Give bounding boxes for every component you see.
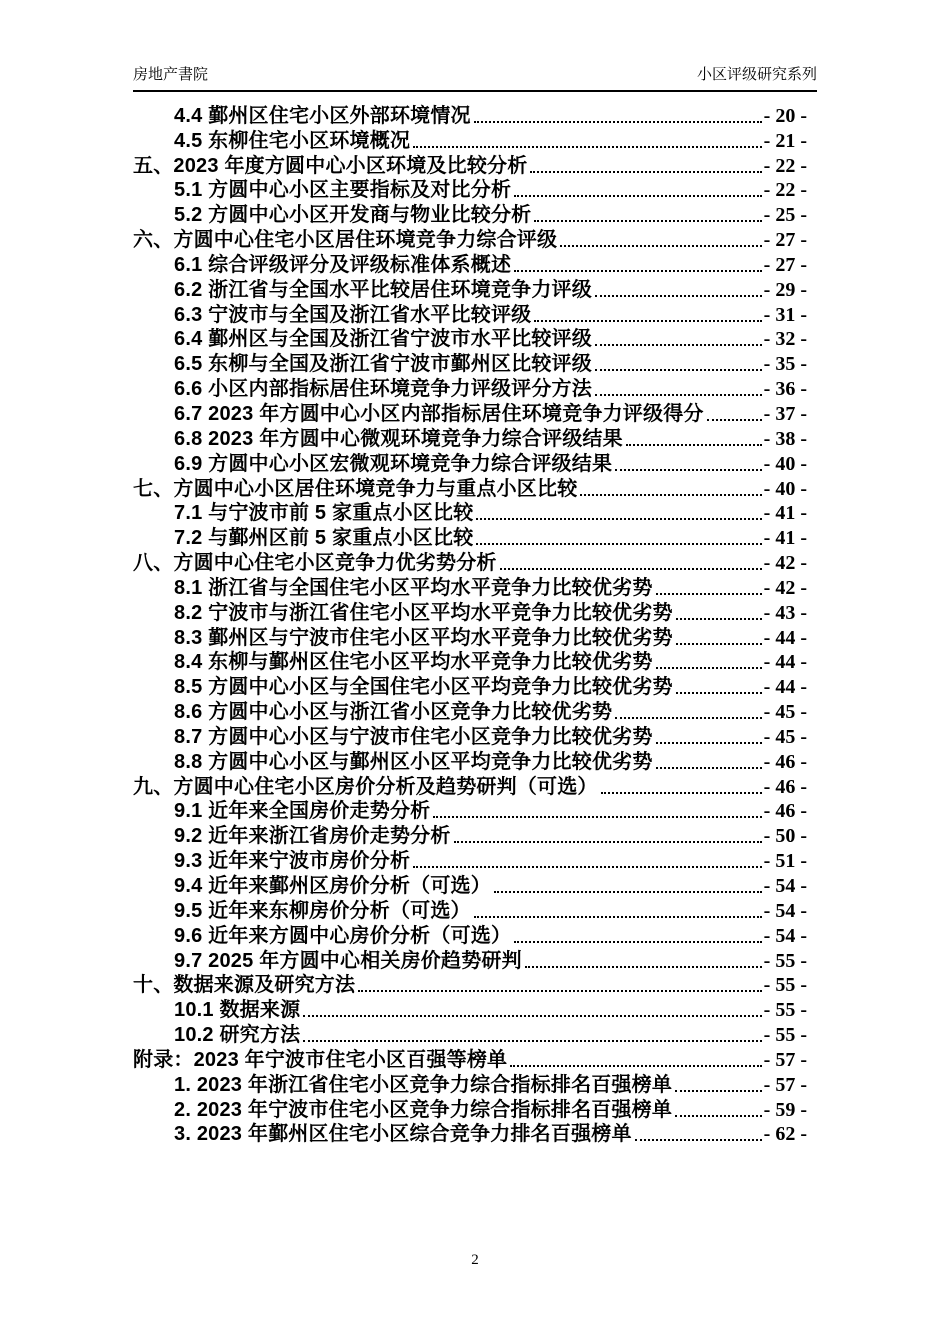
toc-dot-leader [494,891,762,893]
header-right-text: 小区评级研究系列 [696,66,817,83]
toc-entry-label: 8.2 宁波市与浙江省住宅小区平均水平竞争力比较优劣势 [174,601,673,624]
toc-entry-label: 8.3 鄞州区与宁波市住宅小区平均水平竞争力比较优劣势 [174,626,673,649]
toc-entry-label: 8.4 东柳与鄞州区住宅小区平均水平竞争力比较优劣势 [174,651,653,674]
toc-entry-page: - 37 - [763,402,807,425]
toc-entry-page: - 31 - [763,303,807,326]
toc-entry-page: - 38 - [763,427,807,450]
toc-entry-page: - 21 - [763,129,807,152]
toc-dot-leader [476,518,761,520]
toc-entry-label: 9.7 2025 年方圆中心相关房价趋势研判 [174,949,522,972]
toc-entry-label: 6.6 小区内部指标居住环境竞争力评级评分方法 [174,378,592,401]
toc-entry-page: - 44 - [763,651,807,674]
toc-dot-leader [615,717,762,719]
toc-entry-label: 7.1 与宁波市前 5 家重点小区比较 [174,502,474,525]
toc-entry-label: 6.9 方圆中心小区宏微观环境竞争力综合评级结果 [174,452,613,475]
toc-entry-page: - 46 - [763,800,807,823]
toc-entry-page: - 50 - [763,825,807,848]
toc-entry-page: - 22 - [763,154,807,177]
toc-entry-label: 6.5 东柳与全国及浙江省宁波市鄞州区比较评级 [174,353,592,376]
toc-entry-page: - 46 - [763,750,807,773]
toc-dot-leader [707,419,762,421]
toc-entry-page: - 57 - [763,1073,807,1096]
toc-dot-leader [514,941,762,943]
toc-entry-page: - 27 - [763,229,807,252]
toc-dot-leader [626,444,762,446]
toc-entry-page: - 54 - [763,899,807,922]
toc-dot-leader [514,195,762,197]
toc-entry-page: - 20 - [763,104,807,127]
toc-entry-label: 4.4 鄞州区住宅小区外部环境情况 [174,104,471,127]
toc-dot-leader [433,816,761,818]
toc-entry-page: - 25 - [763,204,807,227]
toc-entry-page: - 36 - [763,378,807,401]
toc-entry-label: 4.5 东柳住宅小区环境概况 [174,129,411,152]
toc-dot-leader [656,742,762,744]
toc-entry-page: - 55 - [763,999,807,1022]
toc-entry-page: - 46 - [763,775,807,798]
toc-dot-leader [474,916,762,918]
toc-entry-page: - 44 - [763,626,807,649]
toc-entry-page: - 32 - [763,328,807,351]
toc-dot-leader [595,369,762,371]
toc-entry-page: - 55 - [763,949,807,972]
toc-dot-leader [635,1139,762,1141]
toc-dot-leader [656,767,762,769]
toc-dot-leader [413,146,762,148]
toc-dot-leader [476,543,761,545]
toc-entry-label: 6.1 综合评级评分及评级标准体系概述 [174,253,512,276]
toc-entry-label: 6.3 宁波市与全国及浙江省水平比较评级 [174,303,532,326]
toc-entry-page: - 43 - [763,601,807,624]
toc-dot-leader [676,643,762,645]
toc-dot-leader [530,171,761,173]
toc-entry-page: - 29 - [763,278,807,301]
toc-entry[interactable] [133,1122,807,1147]
toc-entry-label: 8.8 方圆中心小区与鄞州区小区平均竞争力比较优劣势 [174,750,653,773]
toc-dot-leader [510,1065,761,1067]
toc-entry-page: - 59 - [763,1098,807,1121]
toc-entry-page: - 57 - [763,1048,807,1071]
toc-entry-page: - 55 - [763,1024,807,1047]
toc-entry-label: 6.8 2023 年方圆中心微观环境竞争力综合评级结果 [174,427,623,450]
toc-entry-label: 8.5 方圆中心小区与全国住宅小区平均竞争力比较优劣势 [174,676,673,699]
toc-entry-page: - 41 - [763,527,807,550]
toc-entry-label: 6.2 浙江省与全国水平比较居住环境竞争力评级 [174,278,592,301]
toc-entry-label: 9.5 近年来东柳房价分析（可选） [174,899,471,922]
toc-entry-label: 9.2 近年来浙江省房价走势分析 [174,825,451,848]
toc-entry-page: - 41 - [763,502,807,525]
page-footer [0,1252,950,1269]
toc-entry-label: 七、方圆中心小区居住环境竞争力与重点小区比较 [133,477,578,500]
toc-dot-leader [595,344,762,346]
toc-dot-leader [656,593,762,595]
toc-dot-leader [534,220,761,222]
toc-entry-label: 10.1 数据来源 [174,999,301,1022]
toc-entry-label: 2. 2023 年宁波市住宅小区竞争力综合指标排名百强榜单 [174,1098,673,1121]
toc-entry-label: 9.1 近年来全国房价走势分析 [174,800,431,823]
toc-dot-leader [675,1115,762,1117]
toc-entry-label: 9.6 近年来方圆中心房价分析（可选） [174,924,512,947]
toc-entry-page: - 51 - [763,850,807,873]
toc-entry-page: - 54 - [763,875,807,897]
toc-dot-leader [303,1040,761,1042]
toc-entry-page: - 42 - [763,552,807,575]
toc-entry-label: 9.3 近年来宁波市房价分析 [174,850,411,873]
table-of-contents [133,103,807,1146]
toc-dot-leader [676,618,762,620]
page-header [133,63,817,92]
toc-entry-label: 五、2023 年度方圆中心小区环境及比较分析 [133,154,528,177]
toc-entry-label: 九、方圆中心住宅小区房价分析及趋势研判（可选） [133,775,598,798]
toc-entry-page: - 42 - [763,576,807,599]
toc-dot-leader [303,1015,761,1017]
toc-dot-leader [676,692,762,694]
toc-entry-label: 十、数据来源及研究方法 [133,974,356,997]
toc-entry-page: - 35 - [763,353,807,376]
toc-dot-leader [514,270,762,272]
toc-entry-page: - 40 - [763,477,807,500]
toc-dot-leader [413,866,762,868]
toc-entry-label: 8.1 浙江省与全国住宅小区平均水平竞争力比较优劣势 [174,576,653,599]
toc-entry-label: 8.7 方圆中心小区与宁波市住宅小区竞争力比较优劣势 [174,725,653,748]
toc-entry-page: - 27 - [763,253,807,276]
toc-entry-label: 附录：2023 年宁波市住宅小区百强等榜单 [133,1048,508,1071]
toc-entry-label: 9.4 近年来鄞州区房价分析（可选） [174,875,491,897]
toc-entry-label: 8.6 方圆中心小区与浙江省小区竞争力比较优劣势 [174,701,613,724]
toc-dot-leader [595,295,762,297]
toc-dot-leader [525,966,762,968]
toc-dot-leader [474,121,762,123]
toc-entry-page: - 45 - [763,725,807,748]
toc-entry-label: 六、方圆中心住宅小区居住环境竞争力综合评级 [133,229,558,252]
toc-entry-label: 10.2 研究方法 [174,1024,301,1047]
toc-dot-leader [675,1090,762,1092]
page-number: 2 [471,1252,479,1268]
toc-entry-label: 1. 2023 年浙江省住宅小区竞争力综合指标排名百强榜单 [174,1073,673,1096]
toc-entry-label: 3. 2023 年鄞州区住宅小区综合竞争力排名百强榜单 [174,1123,632,1146]
toc-entry-page: - 62 - [763,1123,807,1146]
toc-dot-leader [601,792,762,794]
toc-dot-leader [500,568,762,570]
header-left-text: 房地产書院 [133,66,209,83]
toc-entry-page: - 54 - [763,924,807,947]
toc-entry-page: - 45 - [763,701,807,724]
toc-entry-label: 5.2 方圆中心小区开发商与物业比较分析 [174,204,532,227]
toc-dot-leader [656,667,762,669]
toc-entry-label: 6.7 2023 年方圆中心小区内部指标居住环境竞争力评级得分 [174,402,704,425]
toc-entry-page: - 55 - [763,974,807,997]
toc-entry-label: 6.4 鄞州区与全国及浙江省宁波市水平比较评级 [174,328,592,351]
toc-entry-label: 八、方圆中心住宅小区竞争力优劣势分析 [133,552,497,575]
toc-entry-label: 5.1 方圆中心小区主要指标及对比分析 [174,179,512,202]
toc-dot-leader [454,841,762,843]
toc-entry-label: 7.2 与鄞州区前 5 家重点小区比较 [174,527,474,550]
toc-dot-leader [615,469,762,471]
toc-dot-leader [358,990,761,992]
toc-entry-page: - 22 - [763,179,807,202]
toc-entry-page: - 40 - [763,452,807,475]
toc-dot-leader [534,320,761,322]
toc-dot-leader [560,245,761,247]
toc-dot-leader [595,394,762,396]
toc-dot-leader [580,494,761,496]
toc-entry-page: - 44 - [763,676,807,699]
